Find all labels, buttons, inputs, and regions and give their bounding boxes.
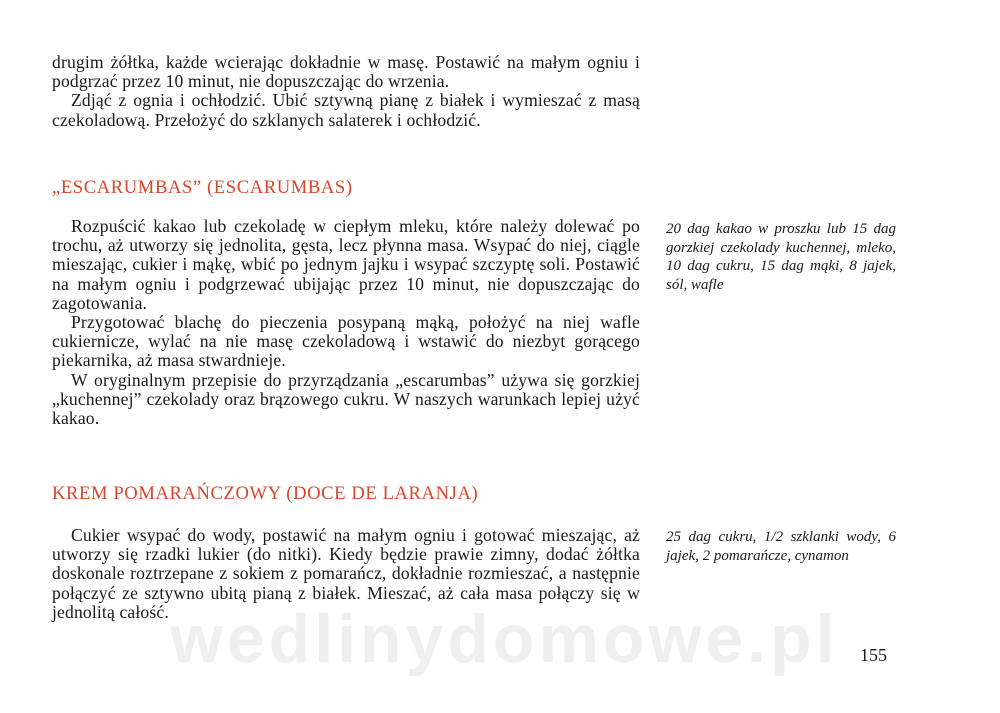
intro-paragraph-1: drugim żółtka, każde wcierając dokładnie w masę. Postawić na małym ogniu i podgrzać przez 10 minut, nie dopuszczając do wrzenia. bbox=[52, 52, 640, 92]
recipe-escarumbas-body bbox=[52, 217, 640, 428]
page-number: 155 bbox=[860, 645, 887, 665]
escarumbas-ingredients: 20 dag kakao w proszku lub 15 dag gorzkiej czekolady kuchennej, mleko, 10 dag cukru, 15 dag mąki, 8 jajek, sól, wafle bbox=[666, 221, 896, 293]
escarumbas-paragraph-1: Rozpuścić kakao lub czekoladę w ciepłym mleku, które należy dolewać po trochu, aż utworzy się jednolita, gęsta, lecz płynna masa. Wsypać do niej, ciągle mieszając, cukier i mąkę, wbić po jednym jajku i wsypać szczyptę soli. Postawić na małym ogniu i podgrzewać ubijając przez 10 minut, nie dopuszczając do zagotowania. bbox=[52, 216, 640, 313]
recipe-krem-pomaranczowy-body bbox=[52, 526, 640, 622]
krem-ingredients: 25 dag cukru, 1/2 szklanki wody, 6 jajek, 2 pomarańcze, cynamon bbox=[666, 529, 896, 564]
intro-paragraph-2: Zdjąć z ognia i ochłodzić. Ubić sztywną pianę z białek i wymieszać z masą czekoladową. Przełożyć do szklanych salaterek i ochłodzić. bbox=[52, 90, 640, 130]
escarumbas-paragraph-2: Przygotować blachę do pieczenia posypaną mąką, położyć na niej wafle cukiernicze, wylać na nie masę czekoladową i wstawić do niezbyt gorącego piekarnika, aż masa stwardnieje. bbox=[52, 312, 640, 371]
intro-text-block bbox=[52, 53, 640, 130]
recipe-escarumbas-title: „ESCARUMBAS” (ESCARUMBAS) bbox=[52, 177, 353, 198]
escarumbas-paragraph-3: W oryginalnym przepisie do przyrządzania „escarumbas” używa się gorzkiej „kuchennej” czekolady oraz brązowego cukru. W naszych warunkach lepiej użyć kakao. bbox=[52, 369, 640, 429]
watermark: wedlinydomowe.pl bbox=[170, 601, 839, 677]
krem-paragraph-1: Cukier wsypać do wody, postawić na małym ogniu i gotować mieszając, aż utworzy się rzadki lukier (do nitki). Kiedy będzie prawie zimny, dodać żółtka doskonale roztrzepane z sokiem z pomarańcz, dokładnie rozmieszać, a następnie połączyć ze sztywno ubitą pianą z białek. Mieszać, aż cała masa połączy się w jednolitą całość. bbox=[52, 525, 640, 622]
recipe-krem-pomaranczowy-title: KREM POMARAŃCZOWY (DOCE DE LARANJA) bbox=[52, 483, 479, 504]
